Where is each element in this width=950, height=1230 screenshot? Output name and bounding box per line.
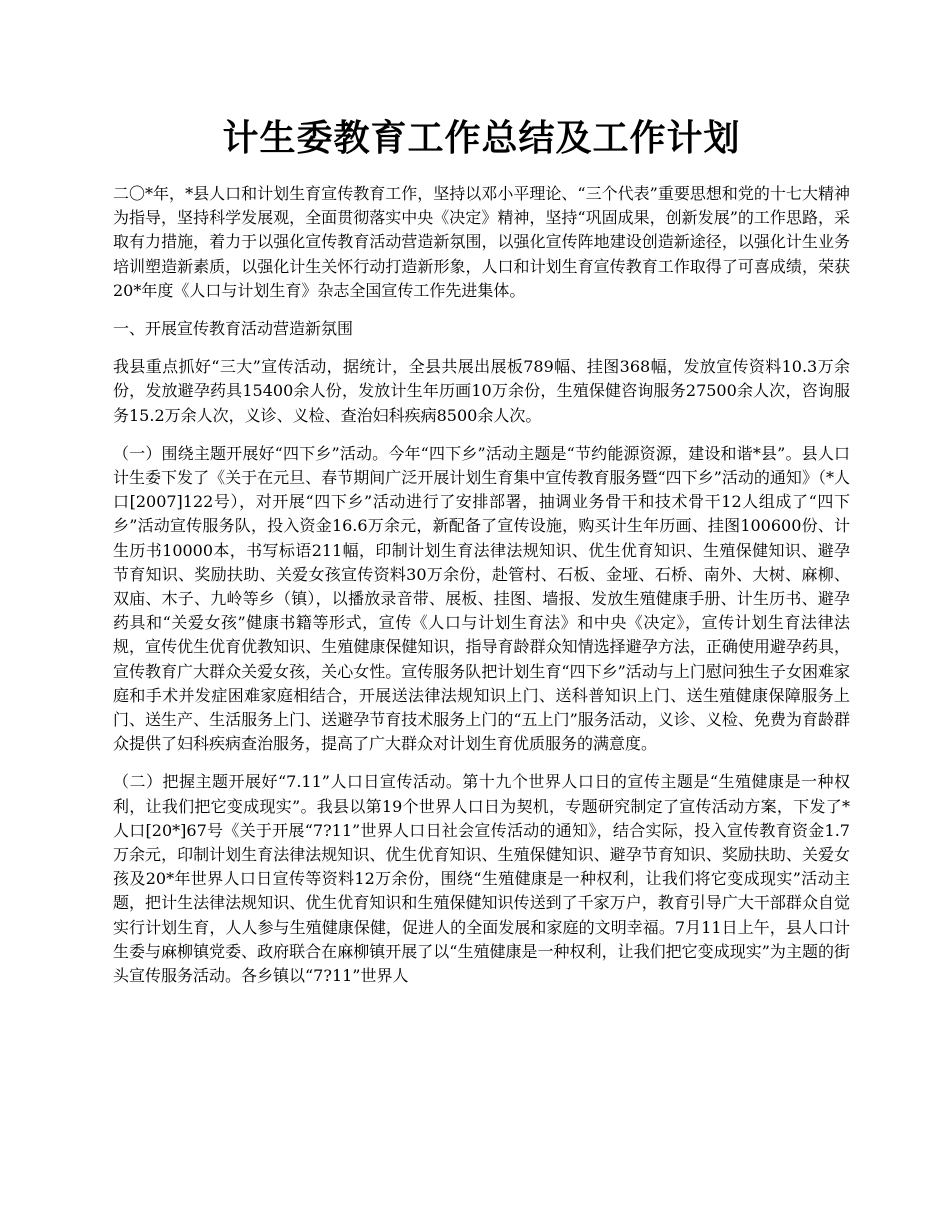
document-title: 计生委教育工作总结及工作计划 [222, 117, 741, 159]
paragraph-statistics: 我县重点抓好“三大”宣传活动，据统计，全县共展出展板789幅、挂图368幅，发放宣传资料10.3万余份，发放避孕药具15400余人份，发放计生年历画10万余份，生殖保健咨询服务27500余人次，咨询服务15.2万余人次，义诊、义检、查治妇科疾病8500余人次。 [113, 357, 850, 425]
document-page [113, 112, 850, 1002]
paragraph-four-to-countryside: （一）围绕主题开展好“四下乡”活动。今年“四下乡”活动主题是“节约能源资源，建设和谐*县”。县人口计生委下发了《关于在元旦、春节期间广泛开展计划生育集中宣传教育服务暨“四下乡”活动的通知》（*人口[2007]122号），对开展“四下乡”活动进行了安排部署，抽调业务骨干和技术骨干12人组成了“四下乡”活动宣传服务队，投入资金16.6万余元，新配备了宣传设施，购买计生年历画、挂图100600份、计生历书10000本，书写标语211幅，印制计划生育法律法规知识、优生优育知识、生殖保健知识、避孕节育知识、奖励扶助、关爱女孩宣传资料30万余份，赴管村、石板、金垭、石桥、南外、大树、麻柳、双庙、木子、九岭等乡（镇），以播放录音带、展板、挂图、墙报、发放生殖健康手册、计生历书、避孕药具和“关爱女孩”健康书籍等形式，宣传《人口与计划生育法》和中央《决定》，宣传计划生育法律法规，宣传优生优育优教知识、生殖健康保健知识，指导育龄群众知情选择避孕方法，正确使用避孕药具，宣传教育广大群众关爱女孩，关心女性。宣传服务队把计划生育“四下乡”活动与上门慰问独生子女困难家庭和手术并发症困难家庭相结合，开展送法律法规知识上门、送科普知识上门、送生殖健康保障服务上门、送生产、生活服务上门、送避孕节育技术服务上门的“五上门”服务活动，义诊、义检、免费为育龄群众提供了妇科疾病查治服务，提高了广大群众对计划生育优质服务的满意度。 [113, 443, 850, 754]
paragraph-intro: 二〇*年，*县人口和计划生育宣传教育工作，坚持以邓小平理论、“三个代表”重要思想和党的十七大精神为指导，坚持科学发展观，全面贯彻落实中央《决定》精神，坚持“巩固成果，创新发展”的工作思路，采取有力措施，着力于以强化宣传教育活动营造新氛围，以强化宣传阵地建设创造新途径，以强化计生业务培训塑造新素质，以强化计生关怀行动打造新形象，人口和计划生育宣传教育工作取得了可喜成绩，荣获20*年度《人口与计划生育》杂志全国宣传工作先进集体。 [113, 184, 850, 300]
section-heading-1: 一、开展宣传教育活动营造新氛围 [113, 319, 354, 339]
paragraph-population-day: （二）把握主题开展好“7.11”人口日宣传活动。第十九个世界人口日的宣传主题是“生殖健康是一种权利，让我们把它变成现实”。我县以第19个世界人口日为契机，专题研究制定了宣传活动方案，下发了*人口[20*]67号《关于开展“7?11”世界人口日社会宣传活动的通知》，结合实际，投入宣传教育资金1.7万余元，印制计划生育法律法规知识、优生优育知识、生殖保健知识、避孕节育知识、奖励扶助、关爱女孩及20*年世界人口日宣传等资料12万余份，围绕“生殖健康是一种权利，让我们将它变成现实”活动主题，把计生法律法规知识、优生优育知识和生殖保健知识传送到了千家万户，教育引导广大干部群众自觉实行计划生育，人人参与生殖健康保健，促进人的全面发展和家庭的文明幸福。7月11日上午，县人口计生委与麻柳镇党委、政府联合在麻柳镇开展了以“生殖健康是一种权利，让我们把它变成现实”为主题的街头宣传服务活动。各乡镇以“7?11”世界人 [113, 772, 850, 986]
